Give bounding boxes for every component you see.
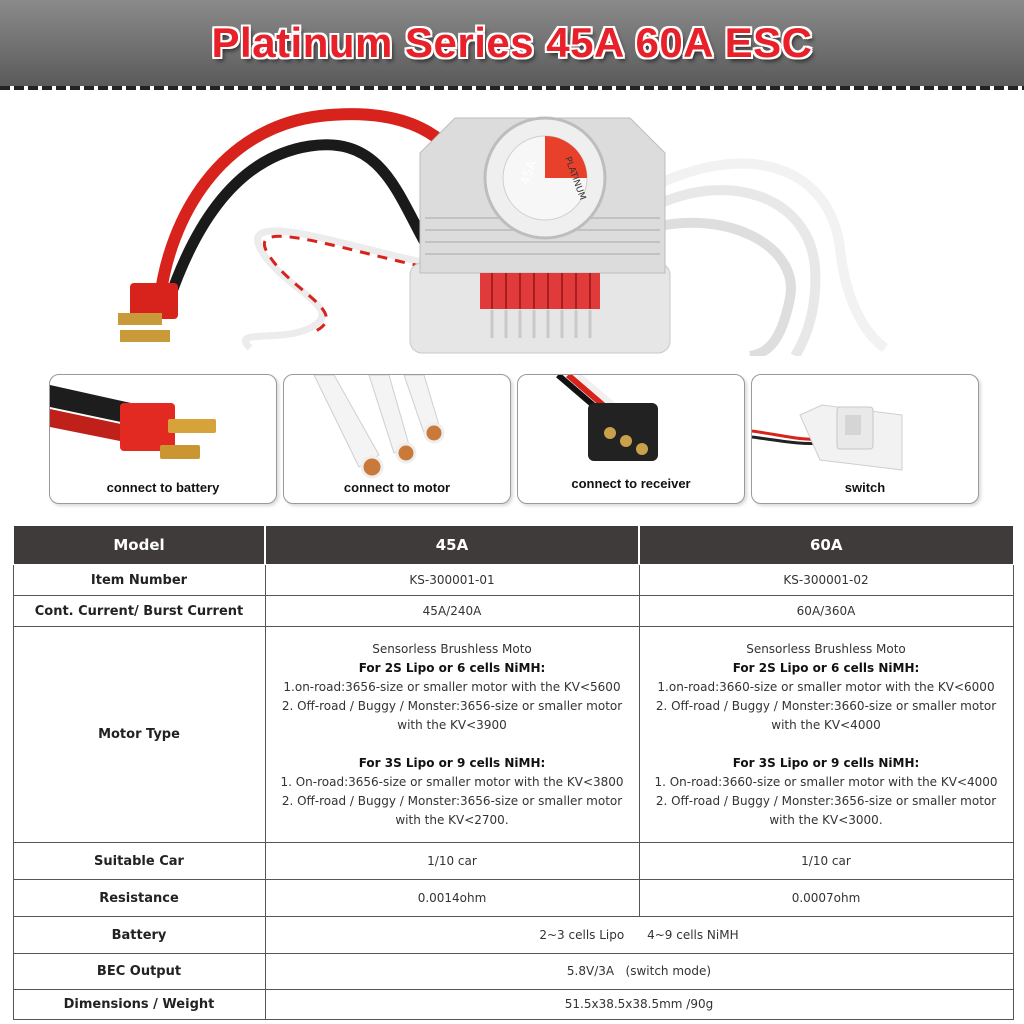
row-label: Item Number (13, 565, 265, 596)
card-power-switch (751, 374, 979, 504)
motor-line: 2. Off-road / Buggy / Monster:3656-size or smaller motor (655, 793, 997, 808)
cell-value: 0.0007ohm (639, 880, 1013, 917)
row-label: BEC Output (13, 954, 265, 990)
card-label: switch (844, 480, 886, 495)
t-plug-connector-icon (50, 375, 277, 485)
card-battery-connector (49, 374, 277, 504)
motor-3s-heading: For 3S Lipo or 9 cells NiMH: (732, 755, 920, 770)
motor-line: 1. On-road:3660-size or smaller motor with the KV<4000 (654, 774, 998, 789)
motor-line: 2. Off-road / Buggy / Monster:3656-size or smaller motor (281, 793, 623, 808)
cell-value: 2~3 cells Lipo 4~9 cells NiMH (265, 917, 1013, 954)
header-60a: 60A (639, 526, 1013, 565)
motor-type-45a (265, 627, 639, 843)
table-row (13, 565, 1013, 596)
motor-line: 2. Off-road / Buggy / Monster:3656-size or smaller motor (281, 698, 623, 713)
page-title: Platinum Series 45A 60A ESC (211, 19, 813, 66)
card-motor-connectors (283, 374, 511, 504)
motor-2s-heading: For 2S Lipo or 6 cells NiMH: (732, 660, 920, 675)
cell-value: KS-300001-01 (265, 565, 639, 596)
motor-type-60a (639, 627, 1013, 843)
esc-product-photo (110, 98, 910, 356)
card-receiver-plug (517, 374, 745, 504)
table-row (13, 990, 1013, 1020)
title-banner (0, 0, 1024, 86)
row-label: Suitable Car (13, 843, 265, 880)
motor-line: with the KV<4000 (771, 717, 881, 732)
cell-value: 51.5x38.5x38.5mm /90g (265, 990, 1013, 1020)
card-label: connect to battery (106, 480, 220, 495)
cell-value: 1/10 car (265, 843, 639, 880)
table-row (13, 880, 1013, 917)
table-row (13, 627, 1013, 843)
table-row (13, 843, 1013, 880)
header-model: Model (13, 526, 265, 565)
row-label: Motor Type (13, 627, 265, 843)
motor-intro: Sensorless Brushless Moto (746, 641, 906, 656)
motor-3s-heading: For 3S Lipo or 9 cells NiMH: (358, 755, 546, 770)
banner-divider (0, 86, 1024, 90)
motor-line: 1. On-road:3656-size or smaller motor with the KV<3800 (280, 774, 624, 789)
table-header-row (13, 526, 1013, 565)
spec-table (12, 525, 1014, 1020)
table-row (13, 917, 1013, 954)
header-45a: 45A (265, 526, 639, 565)
motor-line: 1.on-road:3660-size or smaller motor with the KV<6000 (657, 679, 995, 694)
bullet-connectors-icon (284, 375, 511, 485)
servo-plug-icon (518, 375, 745, 485)
row-label: Cont. Current/ Burst Current (13, 596, 265, 627)
cell-value: 0.0014ohm (265, 880, 639, 917)
cell-value: 60A/360A (639, 596, 1013, 627)
row-label: Dimensions / Weight (13, 990, 265, 1020)
motor-intro: Sensorless Brushless Moto (372, 641, 532, 656)
cell-value: 45A/240A (265, 596, 639, 627)
fan-model-label: 45A (517, 158, 541, 188)
table-row (13, 954, 1013, 990)
motor-line: 2. Off-road / Buggy / Monster:3660-size or smaller motor (655, 698, 997, 713)
row-label: Resistance (13, 880, 265, 917)
cell-value: KS-300001-02 (639, 565, 1013, 596)
power-switch-icon (752, 375, 979, 485)
cell-value: 1/10 car (639, 843, 1013, 880)
motor-line: with the KV<3000. (769, 812, 883, 827)
card-label: connect to motor (343, 480, 451, 495)
cell-value: 5.8V/3A (switch mode) (265, 954, 1013, 990)
motor-2s-heading: For 2S Lipo or 6 cells NiMH: (358, 660, 546, 675)
motor-line: with the KV<2700. (395, 812, 509, 827)
motor-line: 1.on-road:3656-size or smaller motor with the KV<5600 (283, 679, 621, 694)
fan-series-label: PLATINUM (562, 155, 588, 202)
table-row (13, 596, 1013, 627)
row-label: Battery (13, 917, 265, 954)
card-label: connect to receiver (571, 476, 691, 491)
motor-line: with the KV<3900 (397, 717, 507, 732)
